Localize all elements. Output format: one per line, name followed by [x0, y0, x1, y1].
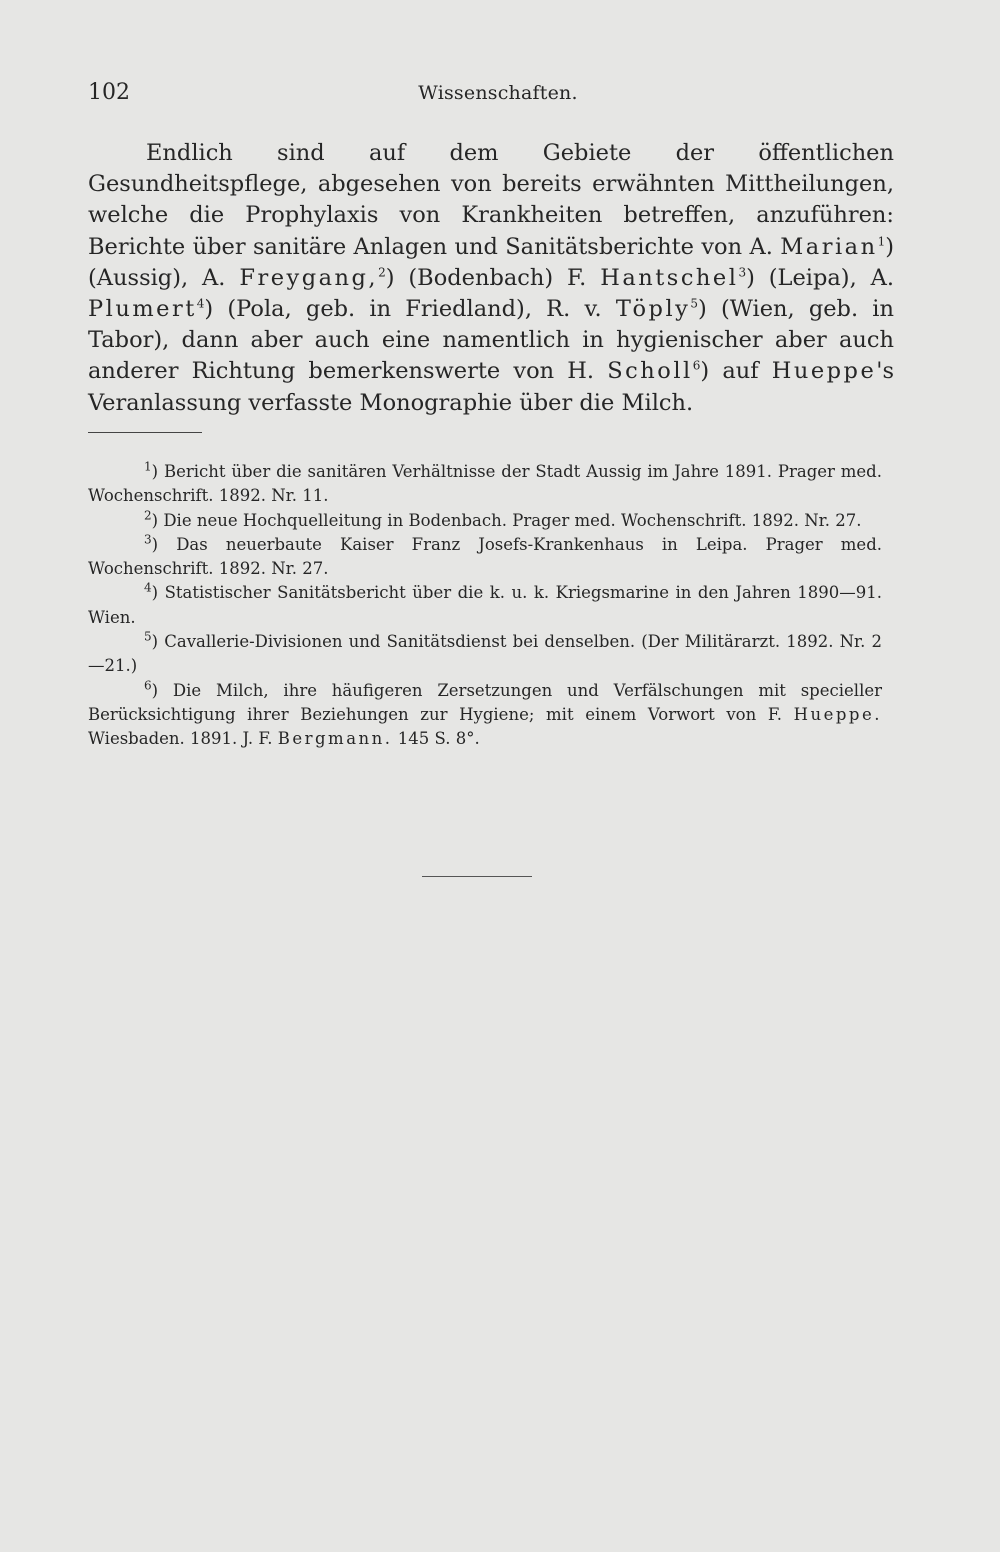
text-run: (Leipa), A.: [768, 264, 895, 291]
footnote-5: $^5$) Cavallerie-Divisionen und Sanitätsdienst bei denselben. (Der Militärarzt. 1892. Nr. 2—21.): [88, 629, 883, 676]
author-hantschel: Hantschel: [600, 264, 739, 291]
footnote-mark: 4: [144, 580, 152, 595]
footnote-3: $^3$) Das neuerbaute Kaiser Franz Josefs-Krankenhaus in Leipa. Prager med. Wochenschrift. 1892. Nr. 27.: [88, 532, 883, 579]
paragraph-text: Endlich sind auf dem Gebiete der öffentlichen Gesundheitspflege, abgesehen von bereits erwähnten Mittheilungen, welche die Prophylaxis von Krankheiten betreffen, anzuführen: Berichte über sanitäre Anlagen und Sanitätsberichte von A. Marian$^1$) (Aussig), A. Freygang,$^2$) (Bodenbach) F. Hantschel$^3$) (Leipa), A. Plumert$^4$) (Pola, geb. in Friedland), R. v. Töply$^5$) (Wien, geb. in Tabor), dann aber auch eine namentlich in hygienischer aber auch anderer Richtung bemerkenswerte von H. Scholl$^6$) auf Hueppe's Veranlassung verfasste Monographie über die Milch.: [88, 140, 895, 416]
main-paragraph: [88, 138, 894, 419]
footnote-1: $^1$) Bericht über die sanitären Verhältnisse der Stadt Aussig im Jahre 1891. Prager med. Wochenschrift. 1892. Nr. 11.: [88, 459, 882, 506]
page-number: 102: [88, 80, 130, 105]
footnote-mark: 1: [144, 459, 152, 474]
footnote-ref: 3: [738, 265, 747, 280]
author-scholl: Scholl: [607, 358, 693, 385]
footnote-6: $^6$) Die Milch, ihre häufigeren Zersetzungen und Verfälschungen mit specieller Berücksichtigung ihrer Beziehungen zur Hygiene; mit einem Vorwort von F. Hueppe. Wiesbaden. 1891. J. F. Bergmann. 145 S. 8°.: [88, 678, 883, 749]
text-run: (Wien, geb. in Tabor), dann aber auch eine namentlich in hygienischer aber auch anderer Richtung bemerkenswerte von H.: [88, 296, 894, 385]
footnote-ref: 2: [378, 265, 386, 280]
footnote-ref: 5: [690, 296, 698, 311]
text-run: (Pola, geb. in Friedland), R. v.: [227, 296, 602, 323]
footnote-text: Bericht über die sanitären Verhältnisse der Stadt Aussig im Jahre 1891. Prager med. Wochenschrift. 1892. Nr. 11.: [88, 462, 882, 506]
footnote-ref: 4: [196, 296, 205, 311]
footnote-text: Cavallerie-Divisionen und Sanitätsdienst bei denselben. (Der Militärarzt. 1892. Nr. 2—21.): [88, 632, 883, 676]
footnotes: [88, 460, 882, 752]
footnote-mark: 5: [144, 629, 152, 644]
author-marian: Marian: [780, 233, 878, 260]
text-run: auf: [722, 358, 759, 385]
author-toply: Töply: [615, 296, 691, 323]
footnote-ref: 6: [692, 358, 701, 373]
author-plumert: Plumert: [88, 296, 197, 323]
footnote-separator: [88, 432, 202, 433]
footnote-mark: 2: [144, 508, 152, 523]
footnote-2: $^2$) Die neue Hochquelleitung in Bodenbach. Prager med. Wochenschrift. 1892. Nr. 27.: [144, 508, 862, 530]
footnote-4: $^4$) Statistischer Sanitätsbericht über die k. u. k. Kriegsmarine in den Jahren 1890—91. Wien.: [88, 580, 882, 627]
author-hueppe: Hueppe.: [793, 704, 882, 724]
footnote-mark: 3: [144, 532, 152, 547]
text-run: Endlich sind auf dem Gebiete der öffentlichen Gesundheitspflege, abgesehen von bereits erwähnten Mittheilungen, welche die Prophylaxis von Krankheiten betreffen, anzuführen: Berichte über sanitäre Anlagen und Sanitätsberichte von A.: [88, 140, 894, 260]
text-run: (Bodenbach) F.: [408, 264, 587, 291]
footnote-text: Die Milch, ihre häufigeren Zersetzungen und Verfälschungen mit specieller Berücksichtigung ihrer Beziehungen zur Hygiene; mit einem Vorwort von F.: [88, 680, 883, 724]
page-header: [88, 80, 888, 110]
footnote-text: Das neuerbaute Kaiser Franz Josefs-Krankenhaus in Leipa. Prager med. Wochenschrift. 1892. Nr. 27.: [88, 534, 883, 579]
publisher-bergmann: Bergmann.: [277, 729, 393, 749]
author-freygang: Freygang,: [239, 264, 379, 291]
text-run: 's Veranlassung verfasste Monographie über die Milch.: [88, 358, 895, 416]
footnote-text: Wiesbaden. 1891. J. F.: [88, 729, 273, 749]
author-hueppe: Hueppe: [771, 358, 877, 385]
footnote-text: Statistischer Sanitätsbericht über die k. u. k. Kriegsmarine in den Jahren 1890—91. Wien.: [88, 583, 882, 627]
footnote-mark: 6: [144, 678, 152, 693]
text-run: (Aussig), A.: [88, 264, 226, 291]
footnote-text: 145 S. 8°.: [397, 729, 480, 749]
running-title: Wissenschaften.: [418, 82, 578, 104]
end-rule: [422, 876, 532, 877]
footnote-text: Die neue Hochquelleitung in Bodenbach. Prager med. Wochenschrift. 1892. Nr. 27.: [163, 510, 862, 530]
footnote-ref: 1: [877, 234, 886, 249]
